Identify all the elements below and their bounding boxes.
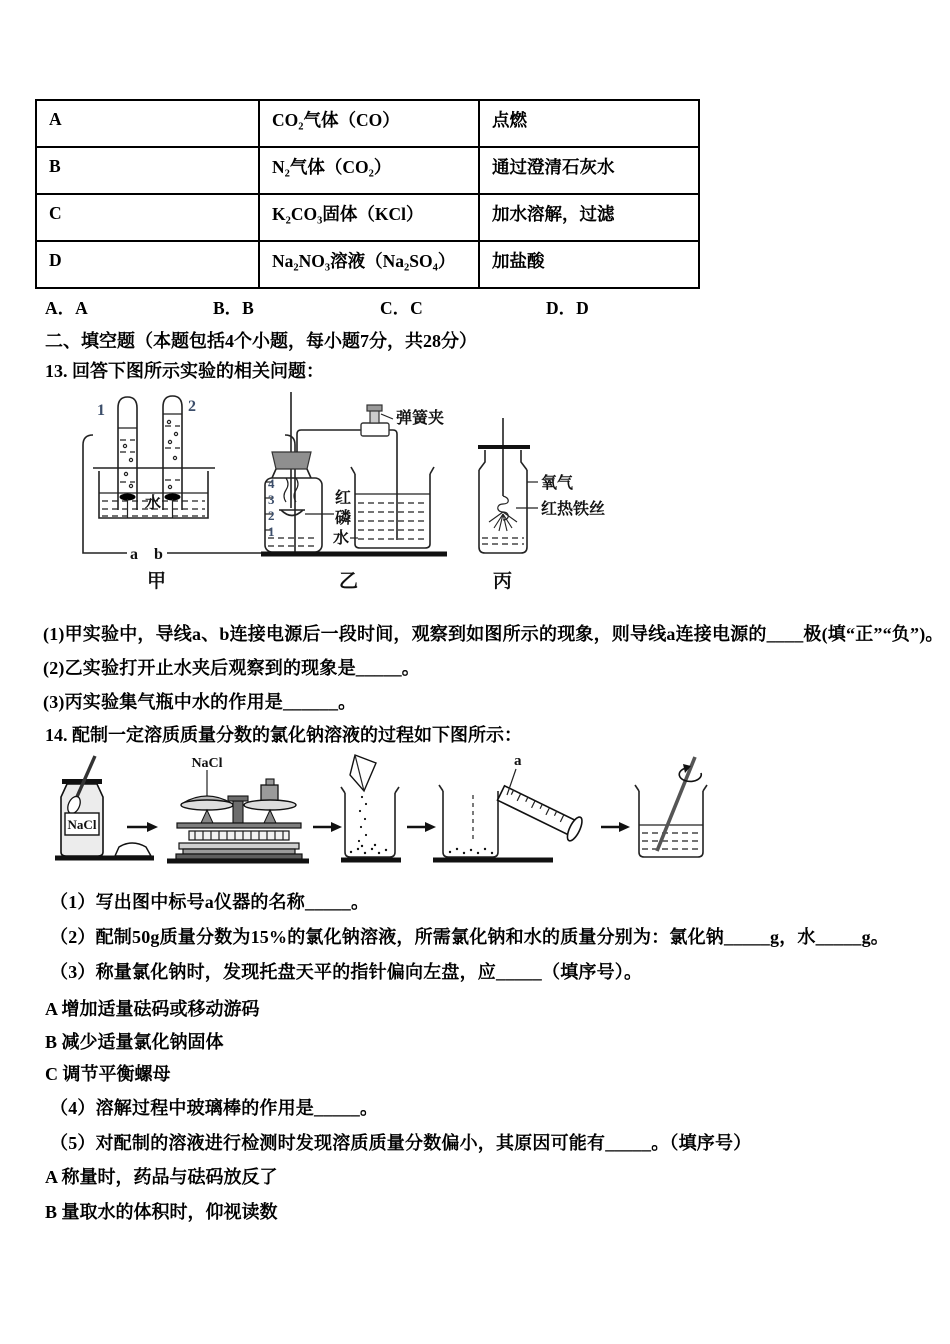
arrow [313,822,342,832]
spring-clamp-label: 弹簧夹 [396,410,445,427]
arrow [127,822,158,832]
q13-part-1: (1)甲实验中，导线a、b连接电源后一段时间，观察到如图所示的现象，则导线a连接电源的____极(填“正”“负”)。 [43,624,944,644]
q14-part-2: （2）配制50g质量分数为15%的氯化钠溶液，所需氯化钠和水的质量分别为：氯化钠_____g，水_____g。 [50,927,889,947]
red-phosphorus-label-2: 磷 [335,510,352,527]
answer-option-b: B．B [213,298,254,318]
arrow [407,822,436,832]
combustion-dish [281,510,303,516]
pillar [233,801,243,823]
add-water-step [433,753,585,860]
trough-water-label: 水 [145,495,162,512]
beaker [443,791,498,857]
glass-rod [657,757,695,851]
q14-weigh-option-a: A 增加适量砝码或移动游码 [45,999,260,1019]
q13-part-2: (2)乙实验打开止水夹后观察到的现象是_____。 [43,658,420,678]
iron-wire-label: 红热铁丝 [541,501,606,518]
beaker [351,467,434,548]
falling-solid [358,796,367,842]
table-row [36,147,699,194]
q14-part-5: （5）对配制的溶液进行检测时发现溶质质量分数偏小，其原因可能有_____。（填序号） [50,1133,752,1153]
figure-jia-caption: 甲 [147,571,167,592]
table-cell-substance: CO₂气体（CO） [259,100,479,147]
q14-weigh-option-c: C 调节平衡螺母 [45,1064,171,1084]
right-pan [244,800,296,810]
q13-part-3: (3)丙实验集气瓶中水的作用是______。 [43,692,357,712]
tube-1-label: 1 [97,402,105,419]
rider-scale [189,831,289,840]
table-cell-substance: N₂气体（CO₂） [259,147,479,194]
answer-option-d: D．D [546,298,589,318]
table-row [36,194,699,241]
scale-2: 2 [268,508,275,523]
figure-yi-caption: 乙 [339,571,359,592]
question-13-intro: 13. 回答下图所示实验的相关问题： [45,361,324,381]
balance-nacl-label: NaCl [191,756,223,771]
reagent-bottle-step [55,756,154,858]
stir-step [635,757,707,857]
solid-heap [449,848,493,854]
answer-option-c: C．C [380,298,423,318]
table-cell-option: A [36,100,259,147]
red-phosphorus-label-1: 红 [335,490,352,507]
beaker [345,793,395,857]
bottle-nacl-label: NaCl [67,817,97,832]
table-cell-substance: K₂CO₃固体（KCl） [259,194,479,241]
wire-b-label: b [154,546,163,563]
table-row [36,100,699,147]
q14-reason-option-b: B 量取水的体积时，仰视读数 [45,1202,278,1222]
balance-scale-step [167,756,309,861]
section-heading: 二、填空题（本题包括4个小题，每小题7分，共28分） [45,331,477,351]
q14-part-3: （3）称量氯化钠时，发现托盘天平的指针偏向左盘，应_____（填序号）。 [50,962,643,982]
question-13-figure [75,390,623,594]
table-cell-option: C [36,194,259,241]
purification-table [35,99,700,289]
q14-part-4: （4）溶解过程中玻璃棒的作用是_____。 [50,1098,379,1118]
red-phosphorus-apparatus [261,392,447,592]
q14-weigh-option-b: B 减少适量氯化钠固体 [45,1032,224,1052]
beam [177,823,301,828]
sparks [489,512,517,531]
table-cell-method: 通过澄清石灰水 [479,147,699,194]
electrolysis-apparatus [83,396,295,592]
left-pan [181,800,233,810]
pour-solid-step [341,755,401,860]
table-cell-substance: Na₂NO₃溶液（Na₂SO₄） [259,241,479,288]
scale-4: 4 [268,476,275,491]
figure-bing-caption: 丙 [493,571,513,592]
cylinder-a-label: a [514,753,522,769]
scale-3: 3 [268,492,275,507]
answer-options [0,295,950,317]
rubber-stopper [272,452,311,469]
tube-2-label: 2 [188,398,196,415]
arrow [601,822,630,832]
table-cell-option: B [36,147,259,194]
table-row [36,241,699,288]
beaker-water-label: 水 [333,530,350,547]
scale-1: 1 [268,524,275,539]
beaker [639,791,703,857]
answer-option-a: A．A [45,298,88,318]
spring-clamp [361,423,389,436]
table-cell-method: 加盐酸 [479,241,699,288]
q14-part-1: （1）写出图中标号a仪器的名称_____。 [50,892,370,912]
bottle-lid [115,843,151,856]
q14-reason-option-a: A 称量时，药品与砝码放反了 [45,1167,278,1187]
question-14-intro: 14. 配制一定溶质质量分数的氯化钠溶液的过程如下图所示： [45,725,522,745]
solid-heap [350,844,387,854]
table-cell-method: 点燃 [479,100,699,147]
table-cell-method: 加水溶解，过滤 [479,194,699,241]
iron-wire-apparatus [478,418,605,592]
oxygen-label: 氧气 [541,475,574,492]
wire-a-label: a [130,546,138,563]
table-cell-option: D [36,241,259,288]
question-14-figure [55,753,720,873]
